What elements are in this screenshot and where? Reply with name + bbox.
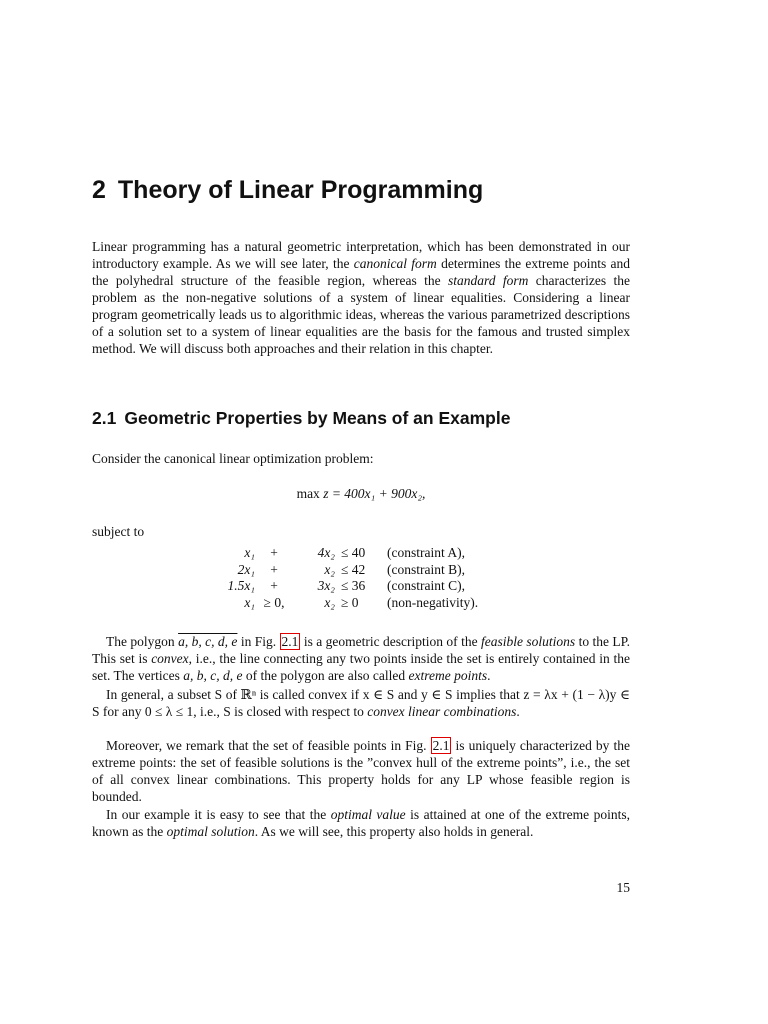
term-canonical-form: canonical form (353, 256, 437, 271)
constraint-lhs: 1.5x₁ (227, 578, 255, 593)
constraint-op: + (270, 561, 278, 577)
section-number: 2.1 (92, 408, 117, 428)
page (92, 0, 630, 1024)
page-number: 15 (616, 880, 630, 895)
term-optimal-value: optimal value (330, 807, 406, 822)
p1-text-c: is a geometric description of the (300, 634, 481, 649)
chapter-number: 2 (92, 176, 106, 204)
constraint-rhs: x₂ (324, 594, 335, 610)
constraint-relation: ≥ 0 (341, 594, 359, 610)
constraint-label: (constraint A), (387, 545, 465, 560)
p4-text-b: is attained at one of the extreme points, known as the (92, 807, 631, 839)
term-convex: convex (151, 651, 189, 666)
constraint-label: (non-negativity). (387, 594, 479, 610)
p1-text-b: in Fig. (237, 634, 280, 649)
polygon-paragraph (92, 633, 630, 684)
section-title-text: Geometric Properties by Means of an Example (124, 408, 511, 428)
chapter-title (92, 176, 483, 205)
p4-text-c: . As we will see, this property also holds in general. (254, 824, 534, 839)
subject-to-text: subject to (92, 524, 145, 539)
p4-text-a: In our example it is easy to see that the (106, 807, 331, 822)
p1-text-a: The polygon (106, 634, 179, 649)
convexity-paragraph (92, 686, 630, 720)
constraints-table (217, 545, 478, 611)
term-convex-linear-combinations: convex linear combinations (367, 704, 517, 719)
chapter-title-text: Theory of Linear Programming (117, 176, 484, 204)
intro-paragraph (92, 238, 630, 357)
p1-text-f: of the polygon are also called (242, 668, 409, 683)
polygon-vertices: a, b, c, d, e (178, 634, 238, 649)
constraint-op: + (270, 578, 278, 593)
objective-max: max (296, 486, 320, 501)
section-title (92, 408, 510, 429)
figure-reference-link[interactable]: 2.1 (432, 738, 450, 753)
constraint-row (217, 545, 478, 562)
objective-function (92, 486, 630, 502)
term-optimal-solution: optimal solution (166, 824, 255, 839)
intro-text-3: characterizes the problem as the non-negative solutions of a system of linear equalities. Considering a linear program geometrically leads us to algorithmic ideas, whereas the various parametrized descriptions of a solution set to a system of linear equalities are the basis for the famous and trusted simplex method. We will discuss both approaches and their relation in this chapter. (92, 273, 631, 356)
intro-text-1: Linear programming has a natural geometric interpretation, which has been demonstrated in our introductory example. As we will see later, the (92, 239, 630, 271)
constraint-relation: ≤ 36 (341, 578, 366, 593)
objective-expression: z = 400x₁ + 900x₂, (319, 486, 426, 501)
p3-text-b: is uniquely characterized by the extreme points: the set of feasible solutions is the ”convex hull of the extreme points”, i.e., the set of all convex linear combinations. This property holds for any LP whose feasible region is bounded. (92, 738, 630, 804)
constraint-rhs: 3x₂ (317, 578, 335, 593)
p2-text-a: In general, a subset S of ℝⁿ is called convex if x ∈ S and y ∈ S implies that z = λx + (1 − λ)y ∈ S for any 0 ≤ λ ≤ 1, i.e., S is closed with respect to (92, 687, 630, 719)
constraint-row (217, 578, 478, 595)
constraint-op: + (270, 545, 278, 560)
constraint-relation: ≤ 40 (341, 545, 366, 560)
figure-reference-link[interactable]: 2.1 (281, 634, 299, 649)
constraint-row (217, 562, 478, 579)
extreme-points-paragraph (92, 737, 630, 805)
constraint-op: ≥ 0, (263, 594, 285, 610)
term-standard-form: standard form (447, 273, 529, 288)
constraint-label: (constraint B), (387, 561, 465, 577)
constraint-rhs: 4x₂ (317, 545, 335, 560)
term-feasible-solutions: feasible solutions (480, 634, 576, 649)
p1-text-d: to the LP. This set is (92, 634, 631, 666)
p2-text-b: . (516, 704, 520, 719)
term-extreme-points: extreme points (408, 668, 488, 683)
p1-text-e: , i.e., the line connecting any two points inside the set is entirely contained in the set. The vertices (92, 651, 630, 683)
constraint-label: (constraint C), (387, 578, 465, 593)
constraint-rhs: x₂ (324, 561, 335, 577)
intro-text-2: determines the extreme points and the polyhedral structure of the feasible region, whereas the (92, 256, 630, 288)
constraint-lhs: x₁ (244, 545, 255, 560)
vertex-list: a, b, c, d, e (183, 668, 243, 683)
constraint-lhs: 2x₁ (237, 561, 255, 577)
constraint-row (217, 595, 478, 612)
constraint-relation: ≤ 42 (341, 561, 366, 577)
p3-text-a: Moreover, we remark that the set of feasible points in Fig. (106, 738, 431, 753)
optimal-value-paragraph (92, 806, 630, 840)
consider-text: Consider the canonical linear optimization problem: (92, 451, 374, 466)
constraint-lhs: x₁ (244, 594, 255, 610)
p1-text-g: . (487, 668, 491, 683)
